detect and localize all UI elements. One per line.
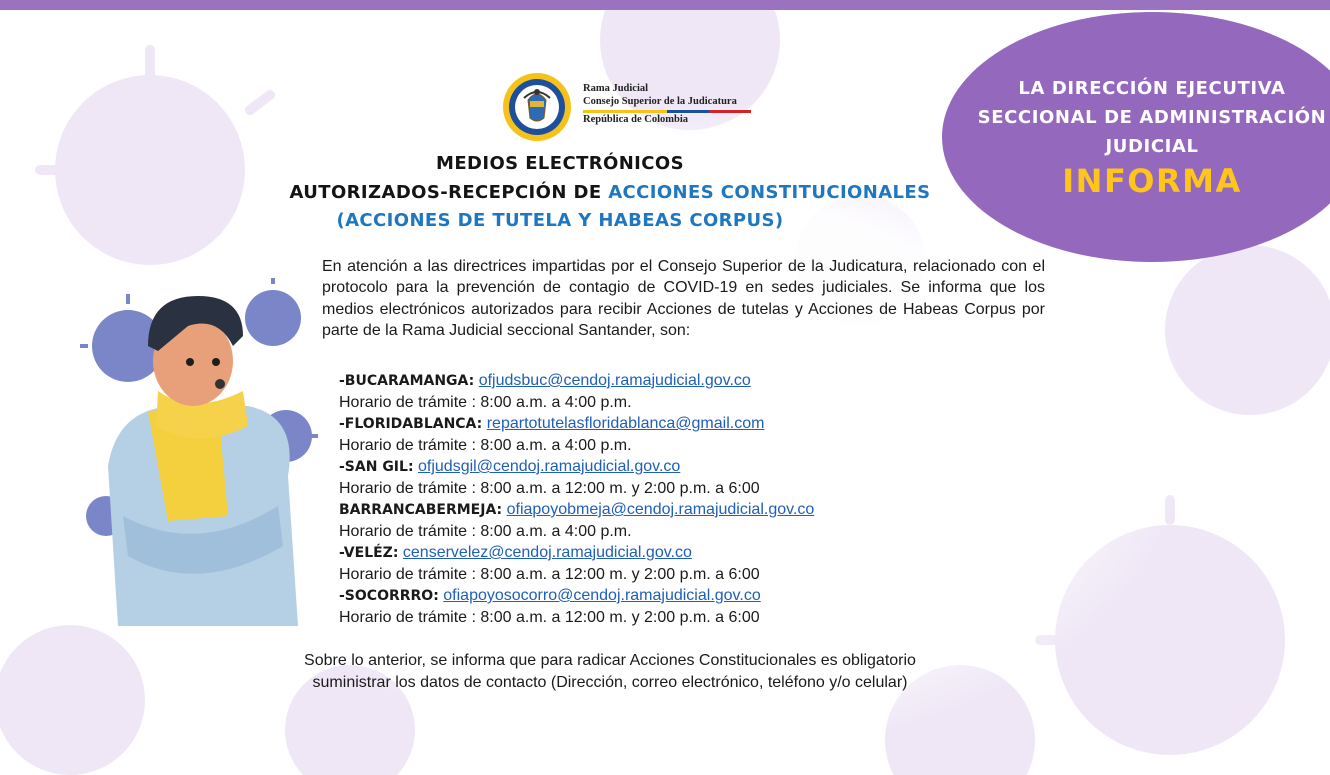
page-title-line-3: (ACCIONES DE TUTELA Y HABEAS CORPUS) — [336, 210, 784, 231]
contact-email-link[interactable]: repartotutelasfloridablanca@gmail.com — [486, 415, 765, 432]
closing-line-2: suministrar los datos de contacto (Dirección, correo electrónico, teléfono y/o celular) — [312, 673, 908, 691]
body-paragraph: En atención a las directrices impartidas por el Consejo Superior de la Judicatura, relacionado con el protocolo para la prevención de contagio de COVID-19 en sedes judiciales. Se informa que los medios electrónicos autorizados para recibir Acciones de tutelas y Acciones de Habeas Corpus por parte de la Rama Judicial seccional Santander, son: — [322, 258, 1045, 339]
coat-of-arms-icon — [500, 70, 580, 142]
contact-city: -VELÉZ: — [339, 545, 399, 561]
contact-hours: Horario de trámite : 8:00 a.m. a 12:00 m. y 2:00 p.m. a 6:00 — [339, 565, 760, 583]
contact-city: -SAN GIL: — [339, 459, 414, 475]
logo-line-3: República de Colombia — [583, 114, 689, 125]
title-highlight: ACCIONES CONSTITUCIONALES — [608, 182, 931, 203]
page-title-line-1: MEDIOS ELECTRÓNICOS — [436, 153, 684, 174]
logo-text — [583, 82, 737, 127]
announcement-line-3: JUDICIAL — [1105, 136, 1199, 157]
contact-city: -SOCORRRO: — [339, 588, 439, 604]
announcement-line-2: SECCIONAL DE ADMINISTRACIÓN — [977, 107, 1327, 128]
contact-email-link[interactable]: censervelez@cendoj.ramajudicial.gov.co — [402, 544, 692, 561]
contact-hours: Horario de trámite : 8:00 a.m. a 4:00 p.m. — [339, 522, 632, 540]
contact-city: -FLORIDABLANCA: — [339, 416, 483, 432]
contact-row — [339, 542, 1039, 564]
flag-stripe — [583, 110, 751, 113]
contact-city: BARRANCABERMEJA: — [339, 502, 503, 518]
closing-note — [230, 650, 990, 693]
rama-judicial-logo — [500, 70, 760, 142]
contact-email-link[interactable]: ofiapoyobmeja@cendoj.ramajudicial.gov.co — [506, 501, 815, 518]
contact-city: -BUCARAMANGA: — [339, 373, 475, 389]
announcement-highlight: INFORMA — [1062, 162, 1242, 200]
contact-row — [339, 370, 1039, 392]
contact-email-link[interactable]: ofiapoyosocorro@cendoj.ramajudicial.gov.co — [443, 587, 761, 604]
logo-line-1: Rama Judicial — [583, 83, 649, 94]
contact-row — [339, 413, 1039, 435]
contact-email-link[interactable]: ofjudsgil@cendoj.ramajudicial.gov.co — [418, 458, 681, 475]
announcement-text — [958, 74, 1330, 161]
title-prefix: AUTORIZADOS-RECEPCIÓN DE — [289, 182, 609, 203]
contact-row — [339, 456, 1039, 478]
contact-email-link[interactable]: ofjudsbuc@cendoj.ramajudicial.gov.co — [478, 372, 751, 389]
announcement-line-1: LA DIRECCIÓN EJECUTIVA — [1018, 78, 1286, 99]
logo-line-2: Consejo Superior de la Judicatura — [583, 96, 737, 107]
top-bar — [0, 0, 1330, 10]
contact-hours: Horario de trámite : 8:00 a.m. a 4:00 p.m. — [339, 436, 632, 454]
contact-list — [339, 370, 1039, 628]
contact-row — [339, 585, 1039, 607]
contact-hours: Horario de trámite : 8:00 a.m. a 4:00 p.m. — [339, 393, 632, 411]
contact-row — [339, 499, 1039, 521]
page-title-line-2 — [200, 182, 1020, 203]
contact-hours: Horario de trámite : 8:00 a.m. a 12:00 m. y 2:00 p.m. a 6:00 — [339, 479, 760, 497]
closing-line-1: Sobre lo anterior, se informa que para radicar Acciones Constitucionales es obligatorio — [304, 652, 916, 669]
contact-hours: Horario de trámite : 8:00 a.m. a 12:00 m. y 2:00 p.m. a 6:00 — [339, 608, 760, 626]
sick-person-illustration — [78, 276, 338, 626]
